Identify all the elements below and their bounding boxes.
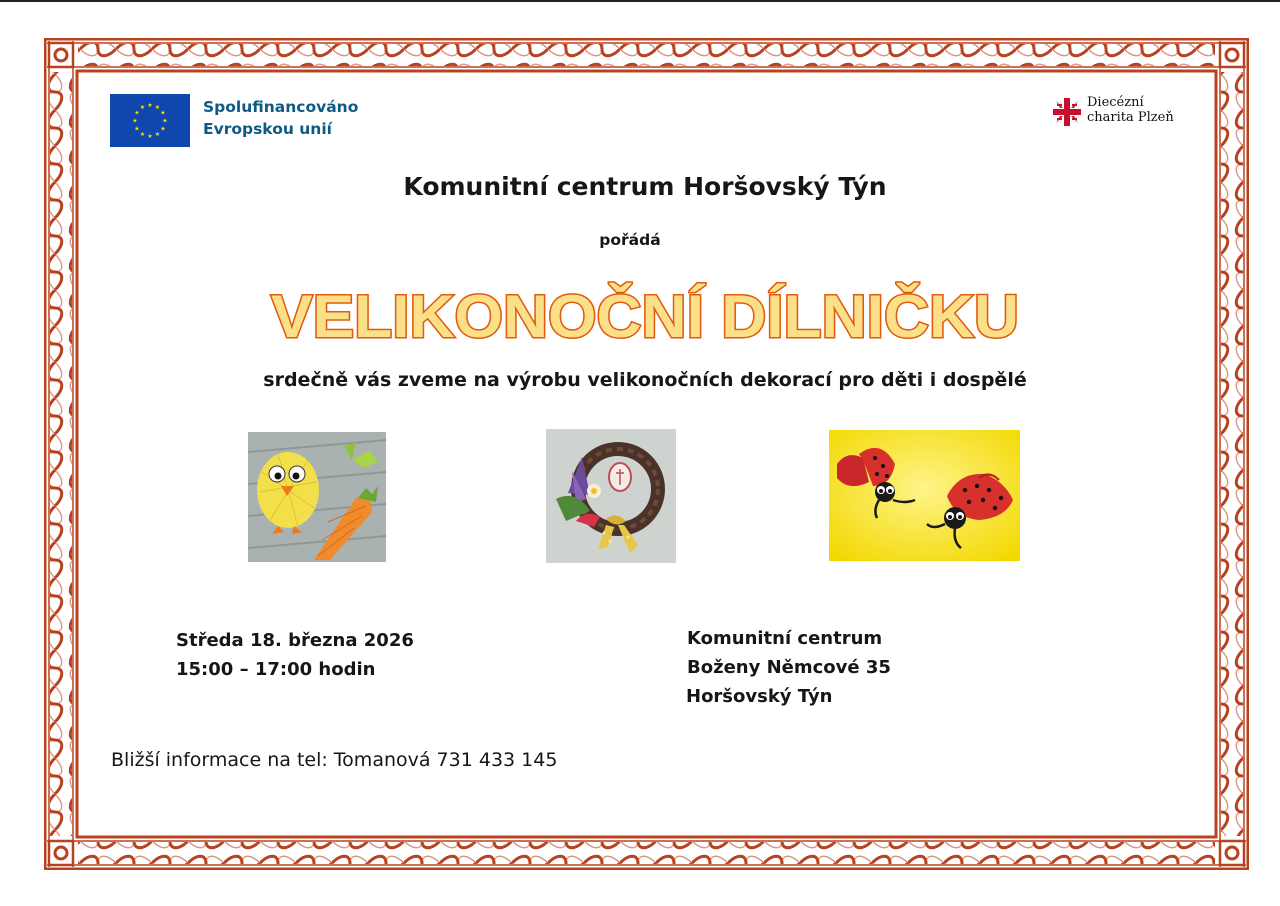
organizer-title: Komunitní centrum Horšovský Týn [403,172,887,201]
eu-cofinancing-label [203,96,358,140]
svg-text:★: ★ [162,117,168,125]
contact-info: Bližší informace na tel: Tomanová 731 433 145 [111,749,558,771]
event-date: Středa 18. března 2026 [176,630,414,651]
svg-text:★: ★ [139,131,146,138]
event-datetime [176,626,414,684]
eu-label-line1: Spolufinancováno [203,98,359,116]
svg-text:★: ★ [154,131,161,138]
svg-text:★: ★ [139,104,146,111]
svg-text:★: ★ [132,117,138,125]
charita-cross-icon [1052,97,1082,127]
svg-text:★: ★ [134,109,140,117]
chick-and-carrot-craft-image [248,432,386,562]
charita-logo [1052,95,1192,129]
event-headline [215,278,1075,348]
headline-text: VELIKONOČNÍ DÍLNIČKU [271,283,1019,348]
easter-wreath-image [546,429,676,563]
organizes-label: pořádá [599,231,661,249]
eu-label-line2: Evropskou unií [203,120,332,138]
paper-ladybugs-image [829,430,1020,561]
invitation-text: srdečně vás zveme na výrobu velikonočních dekorací pro děti i dospělé [263,369,1027,391]
event-venue [687,624,891,711]
scan-edge-line [0,0,1280,2]
venue-line3: Horšovský Týn [686,686,833,707]
svg-text:★: ★ [160,125,166,133]
svg-text:★: ★ [160,109,166,117]
eu-flag-logo [110,94,190,147]
svg-text:★: ★ [147,102,153,109]
event-time: 15:00 – 17:00 hodin [176,659,376,680]
charita-line2: charita Plzeň [1087,110,1174,125]
venue-line2: Boženy Němcové 35 [687,657,891,678]
venue-line1: Komunitní centrum [687,628,883,649]
svg-text:★: ★ [147,133,153,140]
charita-line1: Diecézní [1087,95,1144,110]
svg-text:★: ★ [154,104,161,111]
svg-text:★: ★ [134,125,140,133]
